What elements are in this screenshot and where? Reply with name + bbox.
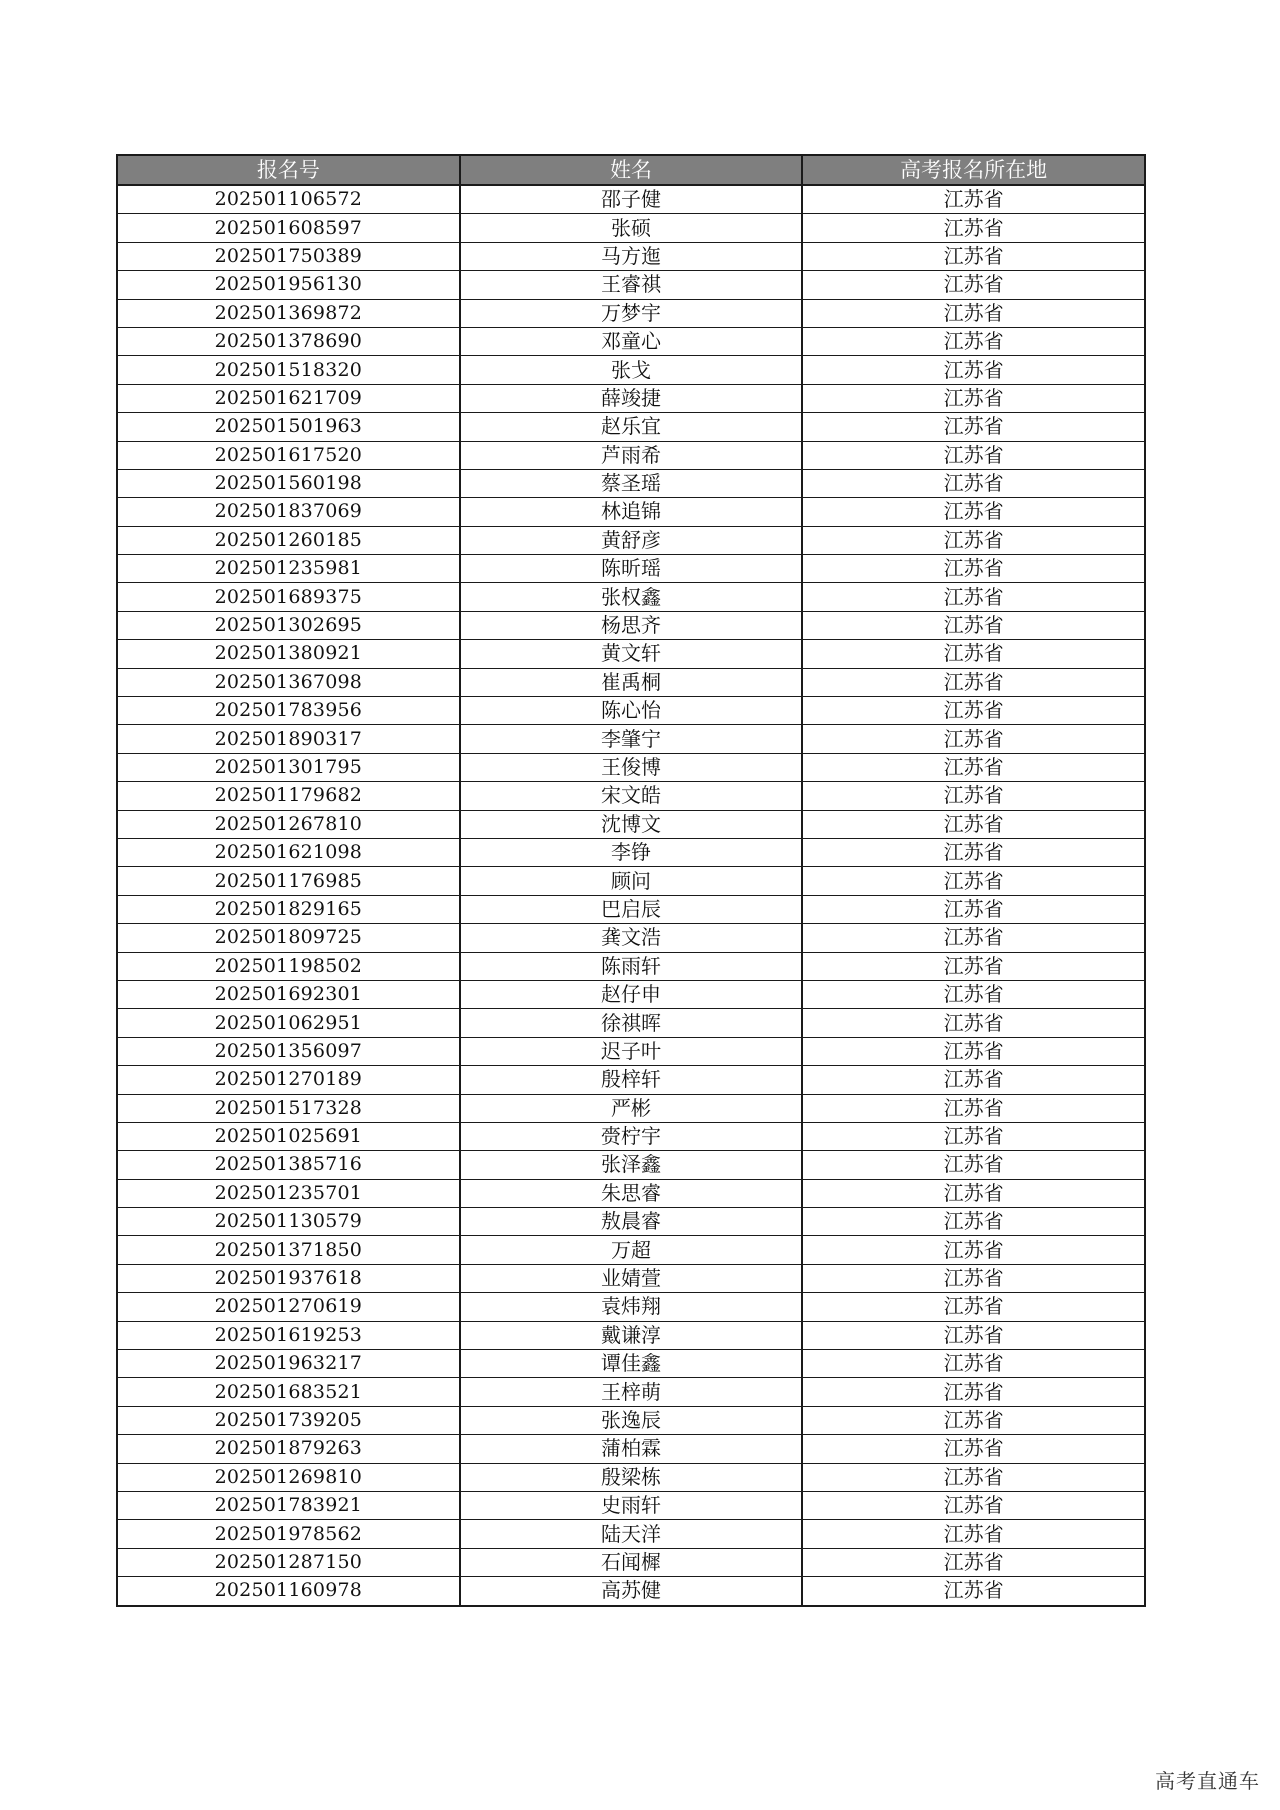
reg-no-cell: 202501270189 [117,1066,460,1094]
location-cell: 江苏省 [802,1264,1145,1292]
table-row [117,924,1145,952]
name-cell: 崔禹桐 [460,668,803,696]
location-cell: 江苏省 [802,1009,1145,1037]
location-cell: 江苏省 [802,1548,1145,1576]
table-row [117,1548,1145,1576]
reg-no-cell: 202501302695 [117,611,460,639]
name-cell: 王睿祺 [460,271,803,299]
location-cell: 江苏省 [802,867,1145,895]
name-cell: 蒲柏霖 [460,1435,803,1463]
location-cell: 江苏省 [802,413,1145,441]
header-location: 高考报名所在地 [802,155,1145,185]
location-cell: 江苏省 [802,327,1145,355]
name-cell: 张权鑫 [460,583,803,611]
table-row [117,413,1145,441]
header-reg-no: 报名号 [117,155,460,185]
name-cell: 邵子健 [460,185,803,214]
name-cell: 李肇宁 [460,725,803,753]
name-cell: 袁炜翔 [460,1293,803,1321]
reg-no-cell: 202501025691 [117,1122,460,1150]
reg-no-cell: 202501956130 [117,271,460,299]
header-row [117,155,1145,185]
location-cell: 江苏省 [802,1122,1145,1150]
location-cell: 江苏省 [802,1179,1145,1207]
reg-no-cell: 202501380921 [117,640,460,668]
table-row [117,327,1145,355]
name-cell: 赵仔申 [460,980,803,1008]
table-row [117,356,1145,384]
name-cell: 张逸辰 [460,1406,803,1434]
location-cell: 江苏省 [802,640,1145,668]
location-cell: 江苏省 [802,185,1145,214]
reg-no-cell: 202501890317 [117,725,460,753]
table-row [117,214,1145,242]
location-cell: 江苏省 [802,725,1145,753]
table-row [117,1378,1145,1406]
table-row [117,640,1145,668]
reg-no-cell: 202501608597 [117,214,460,242]
table-row [117,1094,1145,1122]
reg-no-cell: 202501198502 [117,952,460,980]
name-cell: 薛竣捷 [460,384,803,412]
location-cell: 江苏省 [802,697,1145,725]
name-cell: 马方迤 [460,242,803,270]
location-cell: 江苏省 [802,1406,1145,1434]
reg-no-cell: 202501809725 [117,924,460,952]
table-row [117,867,1145,895]
name-cell: 蔡圣瑶 [460,469,803,497]
name-cell: 陈昕瑶 [460,555,803,583]
table-row [117,242,1145,270]
reg-no-cell: 202501176985 [117,867,460,895]
table-row [117,611,1145,639]
reg-no-cell: 202501235701 [117,1179,460,1207]
location-cell: 江苏省 [802,498,1145,526]
location-cell: 江苏省 [802,952,1145,980]
table-row [117,1264,1145,1292]
reg-no-cell: 202501301795 [117,753,460,781]
location-cell: 江苏省 [802,583,1145,611]
name-cell: 张戈 [460,356,803,384]
location-cell: 江苏省 [802,1491,1145,1519]
name-cell: 张硕 [460,214,803,242]
name-cell: 陆天洋 [460,1520,803,1548]
name-cell: 殷梁栋 [460,1463,803,1491]
location-cell: 江苏省 [802,1236,1145,1264]
table-row [117,1179,1145,1207]
location-cell: 江苏省 [802,1378,1145,1406]
location-cell: 江苏省 [802,384,1145,412]
name-cell: 王俊博 [460,753,803,781]
reg-no-cell: 202501356097 [117,1037,460,1065]
name-cell: 赍柠宇 [460,1122,803,1150]
reg-no-cell: 202501378690 [117,327,460,355]
location-cell: 江苏省 [802,1520,1145,1548]
name-cell: 史雨轩 [460,1491,803,1519]
location-cell: 江苏省 [802,1293,1145,1321]
table-row [117,526,1145,554]
location-cell: 江苏省 [802,1435,1145,1463]
location-cell: 江苏省 [802,1151,1145,1179]
table-row [117,498,1145,526]
reg-no-cell: 202501179682 [117,782,460,810]
table-row [117,441,1145,469]
name-cell: 龚文浩 [460,924,803,952]
table-row [117,1009,1145,1037]
location-cell: 江苏省 [802,526,1145,554]
name-cell: 陈心怡 [460,697,803,725]
table-row [117,555,1145,583]
table-row [117,838,1145,866]
admission-list-table [116,154,1146,1607]
name-cell: 林追锦 [460,498,803,526]
reg-no-cell: 202501963217 [117,1350,460,1378]
table-row [117,782,1145,810]
table-row [117,185,1145,214]
table-row [117,384,1145,412]
table-row [117,810,1145,838]
reg-no-cell: 202501160978 [117,1577,460,1606]
name-cell: 敖晨睿 [460,1208,803,1236]
table-row [117,1037,1145,1065]
table-row [117,980,1145,1008]
location-cell: 江苏省 [802,242,1145,270]
location-cell: 江苏省 [802,668,1145,696]
reg-no-cell: 202501621709 [117,384,460,412]
location-cell: 江苏省 [802,441,1145,469]
table-row [117,1435,1145,1463]
name-cell: 黄舒彦 [460,526,803,554]
name-cell: 陈雨轩 [460,952,803,980]
table-row [117,753,1145,781]
location-cell: 江苏省 [802,782,1145,810]
reg-no-cell: 202501501963 [117,413,460,441]
reg-no-cell: 202501371850 [117,1236,460,1264]
name-cell: 万超 [460,1236,803,1264]
table-row [117,1122,1145,1150]
name-cell: 芦雨希 [460,441,803,469]
table-row [117,469,1145,497]
reg-no-cell: 202501287150 [117,1548,460,1576]
location-cell: 江苏省 [802,299,1145,327]
table-row [117,1293,1145,1321]
table-row [117,1577,1145,1606]
reg-no-cell: 202501829165 [117,895,460,923]
table-row [117,1066,1145,1094]
name-cell: 赵乐宜 [460,413,803,441]
table-row [117,697,1145,725]
name-cell: 杨思齐 [460,611,803,639]
location-cell: 江苏省 [802,895,1145,923]
reg-no-cell: 202501369872 [117,299,460,327]
table-row [117,1350,1145,1378]
reg-no-cell: 202501978562 [117,1520,460,1548]
name-cell: 王梓萌 [460,1378,803,1406]
table-row [117,1321,1145,1349]
reg-no-cell: 202501750389 [117,242,460,270]
location-cell: 江苏省 [802,1321,1145,1349]
name-cell: 业婧萱 [460,1264,803,1292]
location-cell: 江苏省 [802,1577,1145,1606]
name-cell: 沈博文 [460,810,803,838]
table-row [117,725,1145,753]
location-cell: 江苏省 [802,753,1145,781]
table-row [117,1520,1145,1548]
name-cell: 徐祺晖 [460,1009,803,1037]
reg-no-cell: 202501683521 [117,1378,460,1406]
reg-no-cell: 202501937618 [117,1264,460,1292]
header-name: 姓名 [460,155,803,185]
reg-no-cell: 202501692301 [117,980,460,1008]
location-cell: 江苏省 [802,1037,1145,1065]
reg-no-cell: 202501235981 [117,555,460,583]
reg-no-cell: 202501130579 [117,1208,460,1236]
reg-no-cell: 202501260185 [117,526,460,554]
table-header [117,155,1145,185]
name-cell: 万梦宇 [460,299,803,327]
table-row [117,1151,1145,1179]
name-cell: 迟子叶 [460,1037,803,1065]
name-cell: 严彬 [460,1094,803,1122]
table-row [117,1208,1145,1236]
location-cell: 江苏省 [802,924,1145,952]
location-cell: 江苏省 [802,980,1145,1008]
name-cell: 李铮 [460,838,803,866]
name-cell: 朱思睿 [460,1179,803,1207]
location-cell: 江苏省 [802,1094,1145,1122]
location-cell: 江苏省 [802,1208,1145,1236]
table-body [117,185,1145,1606]
reg-no-cell: 202501739205 [117,1406,460,1434]
reg-no-cell: 202501062951 [117,1009,460,1037]
table-row [117,1463,1145,1491]
name-cell: 张泽鑫 [460,1151,803,1179]
table-row [117,1491,1145,1519]
location-cell: 江苏省 [802,555,1145,583]
reg-no-cell: 202501367098 [117,668,460,696]
reg-no-cell: 202501267810 [117,810,460,838]
watermark-text: 高考直通车 [1155,1769,1260,1793]
reg-no-cell: 202501617520 [117,441,460,469]
location-cell: 江苏省 [802,214,1145,242]
name-cell: 黄文轩 [460,640,803,668]
location-cell: 江苏省 [802,838,1145,866]
name-cell: 邓童心 [460,327,803,355]
reg-no-cell: 202501106572 [117,185,460,214]
name-cell: 高苏健 [460,1577,803,1606]
reg-no-cell: 202501689375 [117,583,460,611]
reg-no-cell: 202501517328 [117,1094,460,1122]
reg-no-cell: 202501385716 [117,1151,460,1179]
name-cell: 戴谦淳 [460,1321,803,1349]
table-row [117,895,1145,923]
reg-no-cell: 202501518320 [117,356,460,384]
reg-no-cell: 202501879263 [117,1435,460,1463]
reg-no-cell: 202501837069 [117,498,460,526]
reg-no-cell: 202501269810 [117,1463,460,1491]
name-cell: 石闻樨 [460,1548,803,1576]
location-cell: 江苏省 [802,271,1145,299]
table-row [117,1406,1145,1434]
reg-no-cell: 202501783956 [117,697,460,725]
location-cell: 江苏省 [802,1463,1145,1491]
name-cell: 顾问 [460,867,803,895]
location-cell: 江苏省 [802,1350,1145,1378]
table-row [117,583,1145,611]
name-cell: 殷梓轩 [460,1066,803,1094]
location-cell: 江苏省 [802,1066,1145,1094]
table-row [117,271,1145,299]
name-cell: 谭佳鑫 [460,1350,803,1378]
table-row [117,668,1145,696]
location-cell: 江苏省 [802,469,1145,497]
location-cell: 江苏省 [802,356,1145,384]
table-row [117,952,1145,980]
location-cell: 江苏省 [802,611,1145,639]
name-cell: 宋文皓 [460,782,803,810]
table-row [117,1236,1145,1264]
reg-no-cell: 202501270619 [117,1293,460,1321]
reg-no-cell: 202501619253 [117,1321,460,1349]
reg-no-cell: 202501621098 [117,838,460,866]
name-cell: 巴启辰 [460,895,803,923]
reg-no-cell: 202501783921 [117,1491,460,1519]
table-row [117,299,1145,327]
location-cell: 江苏省 [802,810,1145,838]
reg-no-cell: 202501560198 [117,469,460,497]
